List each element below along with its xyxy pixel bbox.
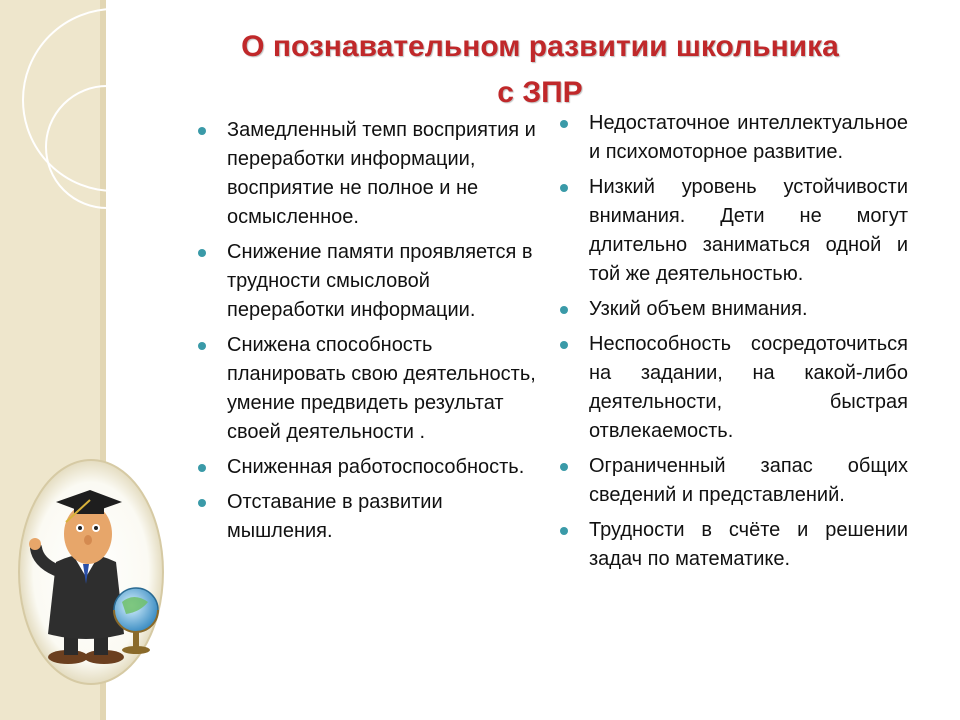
bullet-icon: [198, 342, 206, 350]
list-item: [198, 488, 550, 546]
professor-with-globe-icon: [16, 452, 166, 688]
list-item-text: Снижена способность планировать свою деятельность, умение предвидеть результат своей деятельности .: [227, 334, 536, 443]
list-item: [560, 452, 908, 510]
list-item: [560, 173, 908, 289]
bullet-icon: [560, 341, 568, 349]
bullet-icon: [198, 249, 206, 257]
list-item: [198, 453, 550, 482]
list-item: [560, 516, 908, 574]
list-item-text: Неспособность сосредоточиться на задании, на какой-либо деятельности, быстрая отвлекаемость.: [589, 333, 908, 442]
list-item: [560, 109, 908, 167]
list-item: [560, 295, 908, 324]
bullet-icon: [560, 463, 568, 471]
slide-title-line1: О познавательном развитии школьника: [241, 30, 839, 63]
list-item-text: Недостаточное интеллектуальное и психомоторное развитие.: [589, 112, 908, 163]
bullet-icon: [198, 127, 206, 135]
list-item-text: Сниженная работоспособность.: [227, 456, 525, 478]
left-bullet-list: [198, 116, 550, 552]
list-item-text: Снижение памяти проявляется в трудности смысловой переработки информации.: [227, 241, 533, 321]
list-item: [198, 238, 550, 325]
bullet-icon: [198, 499, 206, 507]
right-bullet-list: [560, 109, 908, 580]
bullet-icon: [198, 464, 206, 472]
bullet-icon: [560, 184, 568, 192]
slide-title-line2: с ЗПР: [497, 76, 583, 109]
list-item-text: Низкий уровень устойчивости внимания. Дети не могут длительно заниматься одной и той же деятельностью.: [589, 176, 908, 285]
list-item-text: Отставание в развитии мышления.: [227, 491, 443, 542]
list-item: [560, 330, 908, 446]
bullet-icon: [560, 120, 568, 128]
list-item-text: Трудности в счёте и решении задач по математике.: [589, 519, 908, 570]
list-item-text: Замедленный темп восприятия и переработки информации, восприятие не полное и не осмысленное.: [227, 119, 536, 228]
slide-title: [120, 24, 960, 116]
bullet-icon: [560, 527, 568, 535]
bullet-icon: [560, 306, 568, 314]
list-item-text: Ограниченный запас общих сведений и представлений.: [589, 455, 908, 506]
list-item: [198, 331, 550, 447]
list-item: [198, 116, 550, 232]
list-item-text: Узкий объем внимания.: [589, 298, 808, 320]
